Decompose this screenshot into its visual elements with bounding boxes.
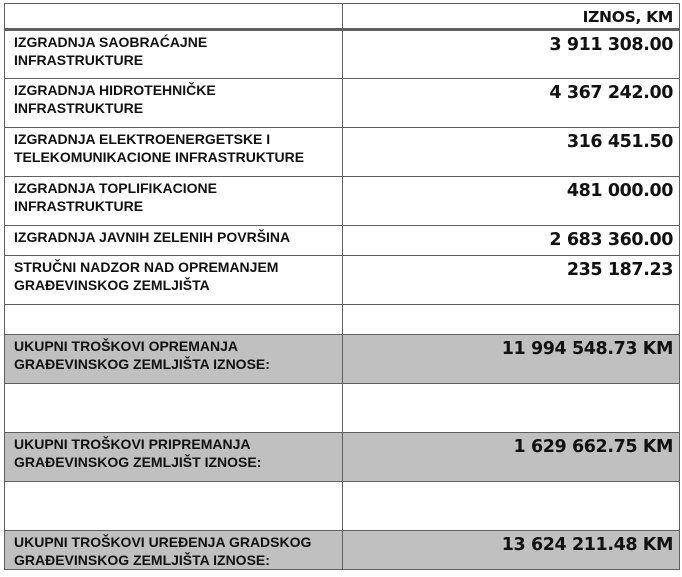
total-label-line1: UKUPNI TROŠKOVI PRIPREMANJA xyxy=(14,436,251,452)
total-amount-cell xyxy=(343,335,680,384)
item-label-line2: INFRASTRUKTURE xyxy=(14,198,144,214)
item-label-line1: IZGRADNJA JAVNIH ZELENIH POVRŠINA xyxy=(14,229,291,245)
total-row-uredjenje xyxy=(5,531,680,570)
item-label-cell xyxy=(5,226,343,256)
empty-row xyxy=(5,384,680,433)
amount-column-header: IZNOS, KM xyxy=(582,8,673,26)
total-label-cell xyxy=(5,531,343,570)
total-label-line1: UKUPNI TROŠKOVI UREĐENJA GRADSKOG xyxy=(14,534,312,550)
item-label-line2: GRAĐEVINSKOG ZEMLJIŠTA xyxy=(14,277,210,293)
item-label-line1: IZGRADNJA HIDROTEHNIČKE xyxy=(14,82,216,98)
item-label-cell xyxy=(5,30,343,79)
item-amount-cell xyxy=(343,177,680,226)
table-row xyxy=(5,177,680,226)
total-row-opremanje xyxy=(5,335,680,384)
table-row xyxy=(5,256,680,305)
item-label-cell xyxy=(5,177,343,226)
item-amount-cell xyxy=(343,128,680,177)
total-amount: 1 629 662.75 KM xyxy=(513,437,673,457)
item-label-line2: INFRASTRUKTURE xyxy=(14,100,144,116)
total-amount-cell xyxy=(343,433,680,482)
item-amount-cell xyxy=(343,30,680,79)
total-amount-cell xyxy=(343,531,680,570)
table-row xyxy=(5,79,680,128)
total-label-cell xyxy=(5,335,343,384)
table-row xyxy=(5,226,680,256)
item-label-line2: TELEKOMUNIKACIONE INFRASTRUKTURE xyxy=(14,149,305,165)
item-label-line1: IZGRADNJA ELEKTROENERGETSKE I xyxy=(14,131,271,147)
total-label-line2: GRAĐEVINSKOG ZEMLJIŠTA IZNOSE: xyxy=(14,356,270,372)
item-amount-cell xyxy=(343,256,680,305)
empty-row xyxy=(5,482,680,531)
item-amount: 316 451.50 xyxy=(566,132,673,152)
table-row xyxy=(5,128,680,177)
item-amount-cell xyxy=(343,226,680,256)
total-label-cell xyxy=(5,433,343,482)
item-amount: 4 367 242.00 xyxy=(549,83,673,103)
cost-table xyxy=(4,3,680,570)
item-label-cell xyxy=(5,256,343,305)
empty-cell xyxy=(5,384,343,433)
empty-row xyxy=(5,305,680,335)
item-label-cell xyxy=(5,128,343,177)
item-label-line1: STRUČNI NADZOR NAD OPREMANJEM xyxy=(14,259,279,275)
empty-cell xyxy=(343,305,680,335)
total-amount: 11 994 548.73 KM xyxy=(501,339,673,359)
header-amount-cell xyxy=(343,4,680,30)
item-amount: 3 911 308.00 xyxy=(549,35,673,55)
empty-cell xyxy=(5,305,343,335)
empty-cell xyxy=(343,482,680,531)
item-label-cell xyxy=(5,79,343,128)
item-label-line2: INFRASTRUKTURE xyxy=(14,52,144,68)
total-amount: 13 624 211.48 KM xyxy=(501,535,673,555)
empty-cell xyxy=(343,384,680,433)
header-label-cell xyxy=(5,4,343,30)
total-label-line2: GRAĐEVINSKOG ZEMLJIŠT IZNOSE: xyxy=(14,454,262,470)
total-label-line1: UKUPNI TROŠKOVI OPREMANJA xyxy=(14,338,239,354)
item-amount: 2 683 360.00 xyxy=(549,230,673,250)
item-label-line1: IZGRADNJA SAOBRAĆAJNE xyxy=(14,34,208,50)
total-label-line2: GRAĐEVINSKOG ZEMLJIŠTA IZNOSE: xyxy=(14,552,270,568)
table-row xyxy=(5,30,680,79)
item-amount: 481 000.00 xyxy=(566,181,673,201)
item-label-line1: IZGRADNJA TOPLIFIKACIONE xyxy=(14,180,218,196)
total-row-pripremanje xyxy=(5,433,680,482)
item-amount: 235 187.23 xyxy=(566,260,673,280)
empty-cell xyxy=(5,482,343,531)
item-amount-cell xyxy=(343,79,680,128)
header-row xyxy=(5,4,680,30)
